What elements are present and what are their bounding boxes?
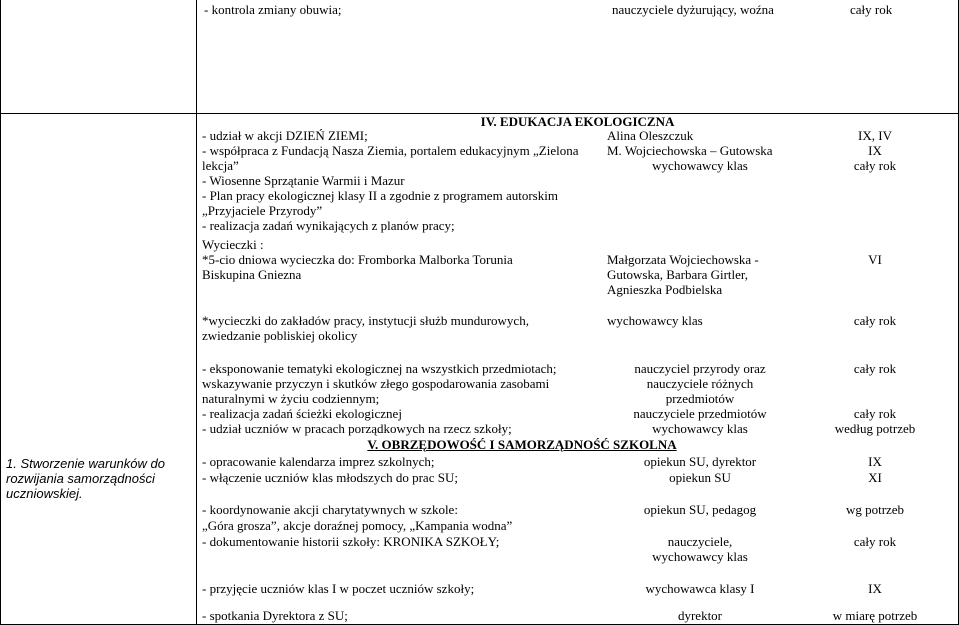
task-line: Biskupina Gniezna	[202, 267, 302, 282]
term-calendar: IX	[868, 454, 882, 469]
person-line: nauczyciel przyrody oraz	[634, 361, 766, 376]
task-line: Wycieczki :	[202, 237, 264, 252]
person-shoe-change: nauczyciele dyżurujący, woźna	[612, 2, 774, 17]
person-line: Małgorzata Wojciechowska -	[607, 252, 759, 267]
grid-line	[0, 0, 1, 625]
task-director-meeting: - spotkania Dyrektora z SU;	[202, 608, 348, 623]
person-school-work: wychowawcy klas	[652, 421, 748, 436]
task-charity-line: - koordynowanie akcji charytatywnych w szkole:	[202, 502, 458, 517]
person-line: M. Wojciechowska – Gutowska	[607, 143, 773, 158]
term-charity: wg potrzeb	[845, 502, 905, 517]
task-charity-line: „Góra grosza”, akcje doraźnej pomocy, „Kampania wodna”	[202, 518, 513, 533]
person-charity: opiekun SU, pedagog	[643, 502, 757, 517]
task-line: *5-cio dniowa wycieczka do: Fromborka Malborka Torunia	[202, 252, 513, 267]
task-line: - Plan pracy ekologicznej klasy II a zgodnie z programem autorskim	[202, 188, 558, 203]
person-line: Agnieszka Podbielska	[607, 282, 723, 297]
task-calendar: - opracowanie kalendarza imprez szkolnych;	[202, 454, 435, 469]
term-eco-path: cały rok	[853, 406, 897, 421]
person-young-students: opiekun SU	[669, 470, 731, 485]
objective-line-1: 1. Stworzenie warunków do	[6, 456, 165, 471]
term-first-grade: IX	[868, 581, 882, 596]
person-eco-path: nauczyciele przedmiotów	[633, 406, 767, 421]
task-line: lekcja”	[202, 158, 239, 173]
person-line: Alina Oleszczuk	[607, 128, 694, 143]
task-line: naturalnymi w życiu codziennym;	[202, 391, 380, 406]
term-line: IX	[868, 143, 882, 158]
term-line: cały rok	[853, 313, 897, 328]
term-line: VI	[868, 252, 882, 267]
task-shoe-change: - kontrola zmiany obuwia;	[204, 2, 342, 17]
section-title-ceremonies: V. OBRZĘDOWOŚĆ I SAMORZĄDNOŚĆ SZKOLNA	[367, 437, 677, 452]
term-line: cały rok	[853, 361, 897, 376]
person-line: wychowawcy klas	[607, 313, 703, 328]
objective-line-2: rozwijania samorządności	[6, 471, 155, 486]
task-school-work: - udział uczniów w pracach porządkowych na rzecz szkoły;	[202, 421, 512, 436]
person-line: Gutowska, Barbara Girtler,	[607, 267, 748, 282]
task-line: zwiedzanie pobliskiej okolicy	[202, 328, 358, 343]
term-line: IX, IV	[858, 128, 892, 143]
task-line: - współpraca z Fundacją Nasza Ziemia, portalem edukacyjnym „Zielona	[202, 143, 579, 158]
grid-line	[196, 0, 197, 625]
task-line: *wycieczki do zakładów pracy, instytucji służb mundurowych,	[202, 313, 529, 328]
term-school-work: według potrzeb	[834, 421, 916, 436]
term-chronicle: cały rok	[853, 534, 897, 549]
task-line: wskazywanie przyczyn i skutków złego gospodarowania zasobami	[202, 376, 550, 391]
person-line: przedmiotów	[665, 391, 735, 406]
task-line: „Przyjaciele Przyrody”	[202, 203, 323, 218]
term-director-meeting: w miarę potrzeb	[832, 608, 918, 623]
person-first-grade: wychowawca klasy I	[645, 581, 755, 596]
objective-line-3: uczniowskiej.	[6, 486, 83, 501]
term-line: cały rok	[853, 158, 897, 173]
task-line: - realizacja zadań wynikających z planów pracy;	[202, 218, 455, 233]
task-eco-path: - realizacja zadań ścieżki ekologicznej	[202, 406, 402, 421]
person-line: wychowawcy klas	[652, 158, 748, 173]
task-line: - Wiosenne Sprzątanie Warmii i Mazur	[202, 173, 405, 188]
person-calendar: opiekun SU, dyrektor	[643, 454, 757, 469]
task-young-students: - włączenie uczniów klas młodszych do prac SU;	[202, 470, 458, 485]
task-line: - udział w akcji DZIEŃ ZIEMI;	[202, 128, 368, 143]
term-shoe-change: cały rok	[850, 2, 893, 17]
person-chronicle-line: nauczyciele,	[667, 534, 733, 549]
task-chronicle: - dokumentowanie historii szkoły: KRONIKA SZKOŁY;	[202, 534, 500, 549]
person-line: nauczyciele różnych	[646, 376, 754, 391]
task-line: - eksponowanie tematyki ekologicznej na wszystkich przedmiotach;	[202, 361, 557, 376]
section-title-ecology: IV. EDUKACJA EKOLOGICZNA	[480, 114, 675, 129]
term-young-students: XI	[868, 470, 882, 485]
person-director-meeting: dyrektor	[677, 608, 723, 623]
person-chronicle-line: wychowawcy klas	[652, 549, 748, 564]
task-first-grade: - przyjęcie uczniów klas I w poczet uczniów szkoły;	[202, 581, 475, 596]
